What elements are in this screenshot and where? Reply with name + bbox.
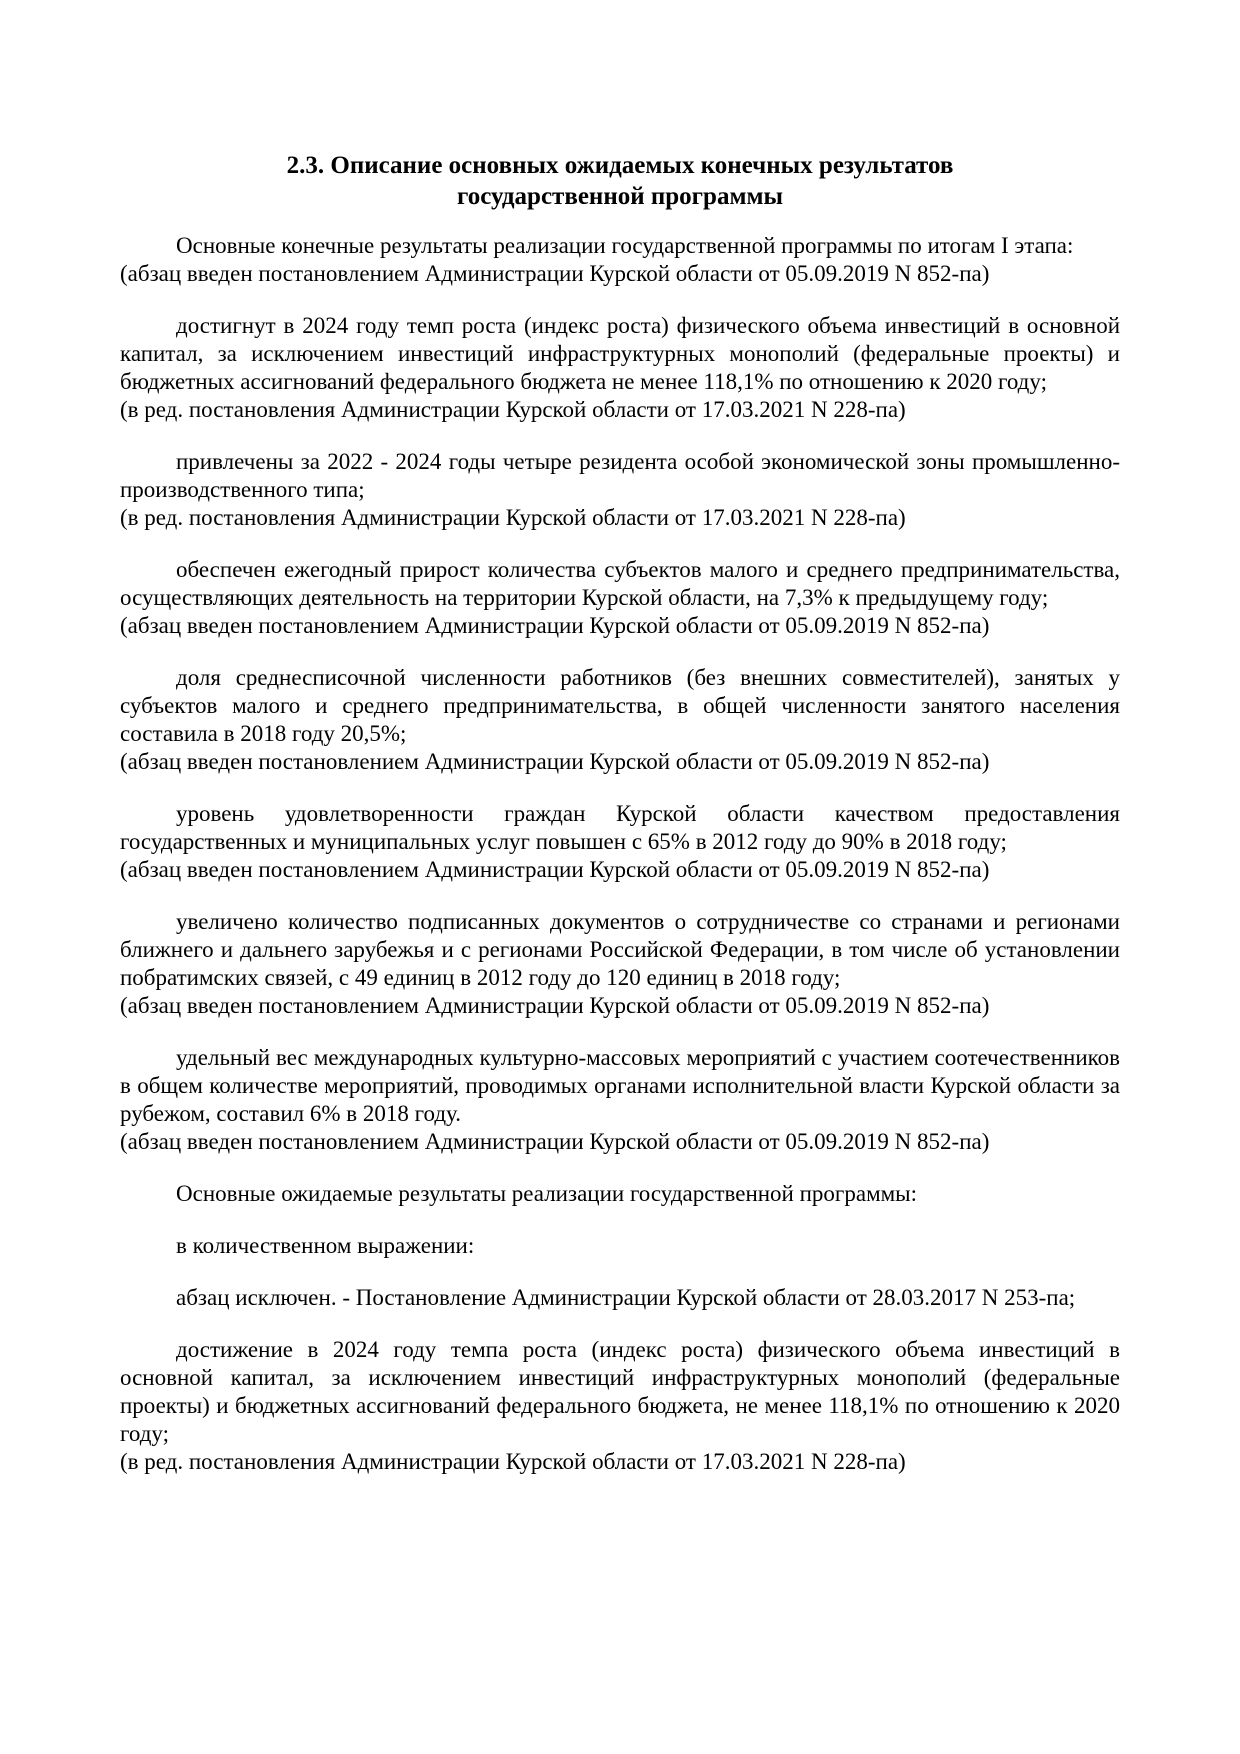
paragraph-text: удельный вес международных культурно-массовых мероприятий с участием соотечественников в общем количестве мероприятий, проводимых органами исполнительной власти Курской области за рубежом, составил 6% в 2018 году.: [120, 1045, 1120, 1126]
paragraph-block-12: [120, 1336, 1120, 1476]
paragraph-text: увеличено количество подписанных документов о сотрудничестве со странами и регионами ближнего и дальнего зарубежья и с регионами Российской Федерации, в том числе об установлении побратимских связей, с 49 единиц в 2012 году до 120 единиц в 2018 году;: [120, 909, 1120, 990]
paragraph-block-2: [120, 312, 1120, 424]
amendment-note: (абзац введен постановлением Администрации Курской области от 05.09.2019 N 852-па): [120, 613, 990, 638]
amendment-note: (абзац введен постановлением Администрации Курской области от 05.09.2019 N 852-па): [120, 993, 990, 1018]
paragraph-block-10: [120, 1232, 1120, 1260]
section-title: [120, 150, 1120, 212]
paragraph-block-7: [120, 908, 1120, 1020]
paragraph-block-4: [120, 556, 1120, 640]
paragraph-text: Основные ожидаемые результаты реализации государственной программы:: [176, 1181, 918, 1206]
paragraph-text: уровень удовлетворенности граждан Курской области качеством предоставления государственных и муниципальных услуг повышен с 65% в 2012 году до 90% в 2018 году;: [120, 801, 1120, 854]
paragraph-text: обеспечен ежегодный прирост количества субъектов малого и среднего предпринимательства, осуществляющих деятельность на территории Курской области, на 7,3% к предыдущему году;: [120, 557, 1120, 610]
paragraph-text: в количественном выражении:: [176, 1233, 475, 1258]
amendment-note: (абзац введен постановлением Администрации Курской области от 05.09.2019 N 852-па): [120, 857, 990, 882]
section-title-line-1: 2.3. Описание основных ожидаемых конечных результатов: [286, 152, 954, 179]
amendment-note: (в ред. постановления Администрации Курской области от 17.03.2021 N 228-па): [120, 1449, 906, 1474]
paragraph-text: достижение в 2024 году темпа роста (индекс роста) физического объема инвестиций в основной капитал, за исключением инвестиций инфраструктурных монополий (федеральные проекты) и бюджетных ассигнований федерального бюджета, не менее 118,1% по отношению к 2020 году;: [120, 1337, 1120, 1446]
paragraph-block-9: [120, 1180, 1120, 1208]
paragraph-text: привлечены за 2022 - 2024 годы четыре резидента особой экономической зоны промышленно-производственного типа;: [120, 449, 1120, 502]
amendment-note: (абзац введен постановлением Администрации Курской области от 05.09.2019 N 852-па): [120, 1129, 990, 1154]
amendment-note: (абзац введен постановлением Администрации Курской области от 05.09.2019 N 852-па): [120, 749, 990, 774]
amendment-note: (в ред. постановления Администрации Курской области от 17.03.2021 N 228-па): [120, 397, 906, 422]
paragraph-block-5: [120, 664, 1120, 776]
paragraph-text: доля среднесписочной численности работников (без внешних совместителей), занятых у субъектов малого и среднего предпринимательства, в общей численности занятого населения составила в 2018 году 20,5%;: [120, 665, 1120, 746]
paragraph-block-1: [120, 232, 1120, 288]
paragraph-text: абзац исключен. - Постановление Администрации Курской области от 28.03.2017 N 253-па;: [176, 1285, 1076, 1310]
paragraph-block-6: [120, 800, 1120, 884]
section-title-line-2: государственной программы: [456, 183, 784, 210]
amendment-note: (в ред. постановления Администрации Курской области от 17.03.2021 N 228-па): [120, 505, 906, 530]
paragraph-block-8: [120, 1044, 1120, 1156]
paragraph-text: Основные конечные результаты реализации государственной программы по итогам I этапа:: [176, 233, 1074, 258]
paragraph-block-3: [120, 448, 1120, 532]
paragraph-block-11: [120, 1284, 1120, 1312]
paragraph-text: достигнут в 2024 году темп роста (индекс роста) физического объема инвестиций в основной капитал, за исключением инвестиций инфраструктурных монополий (федеральные проекты) и бюджетных ассигнований федерального бюджета не менее 118,1% по отношению к 2020 году;: [120, 313, 1120, 394]
document-content: [120, 150, 1120, 1500]
amendment-note: (абзац введен постановлением Администрации Курской области от 05.09.2019 N 852-па): [120, 261, 990, 286]
